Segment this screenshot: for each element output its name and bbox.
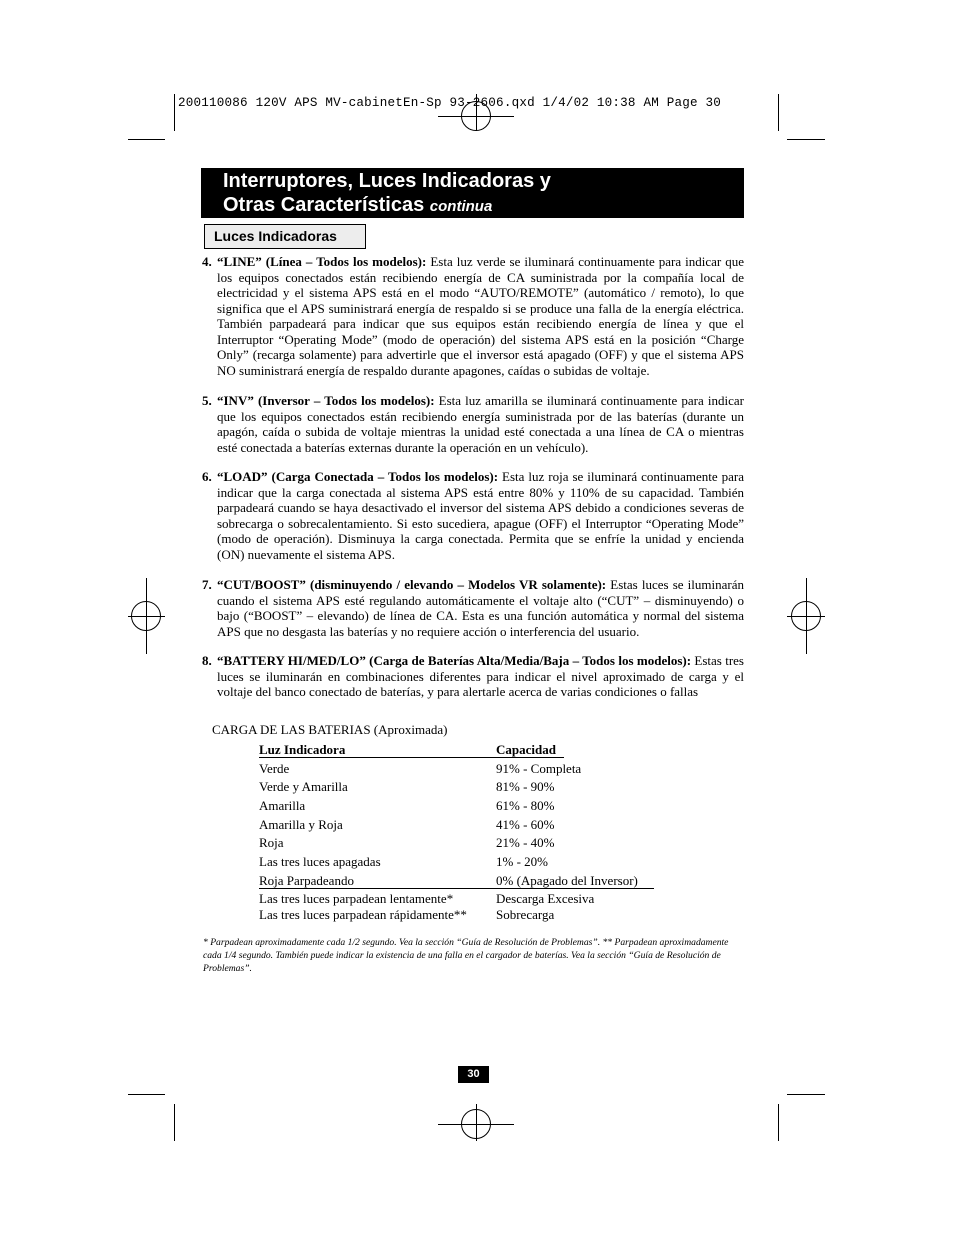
page-number: 30 <box>458 1066 489 1083</box>
table-header-light: Luz Indicadora <box>259 742 346 757</box>
table-cell: 41% - 60% <box>496 817 555 832</box>
table-header-capacity: Capacidad <box>496 742 556 757</box>
list-item <box>202 577 744 639</box>
table-cell: Amarilla y Roja <box>259 817 343 832</box>
table-cell: 91% - Completa <box>496 761 582 776</box>
page-title-line1: Interruptores, Luces Indicadoras y <box>223 170 551 192</box>
continued-label: continua <box>429 198 493 215</box>
list-item <box>202 254 744 378</box>
item-number: 7. <box>202 577 212 592</box>
table-cell: 61% - 80% <box>496 798 555 813</box>
table-cell: Roja Parpadeando <box>259 873 354 888</box>
page-title-bar <box>201 168 744 218</box>
table-cell: 0% (Apagado del Inversor) <box>496 873 638 888</box>
table-cell: Roja <box>259 835 284 850</box>
item-text: Esta luz amarilla se iluminará continuamente para indicar que los equipos conectados están recibiendo energía suministrada por de las baterías (durante un apagón, caída o subida de voltaje mientras la unidad esté conectada a una línea de CA o mientras esté conectada a baterías externas durante la operación en un vehículo). <box>217 393 744 455</box>
item-number: 5. <box>202 393 212 408</box>
table-cell: Amarilla <box>259 798 306 813</box>
table-cell: Descarga Excesiva <box>496 891 595 906</box>
item-body <box>217 393 744 455</box>
table-cell: Verde <box>259 761 290 776</box>
page-title-line2-text: Otras Características <box>223 194 425 216</box>
item-body <box>217 653 744 700</box>
item-number: 6. <box>202 469 212 484</box>
table-cell: 1% - 20% <box>496 854 548 869</box>
item-number: 8. <box>202 653 212 668</box>
item-text: Esta luz roja se iluminará continuamente para indicar que la carga conectada al sistema APS está entre 80% y 110% de su capacidad. También parpadeará cuando se haya desactivado el inversor del sistema APS debido a condiciones severas de sobrecarga o sobrecalentamiento. Si esto sucediera, apague (OFF) el Interruptor “Operating Mode” (modo de operación). Disminuya la carga conectada. Permita que se enfríe la unidad y encienda (ON) nuevamente el sistema APS. <box>217 469 744 562</box>
item-text: Esta luz verde se iluminará continuamente para indicar que los equipos conectados están recibiendo energía de CA suministrada por la compañía local de electricidad y el sistema APS está en el modo “AUTO/REMOTE” (automático / remoto), lo que significa que el APS suministrará energía de respaldo si se produce una falla de la energía eléctrica. También parpadeará para indicar que sus equipos están recibiendo energía de línea y que el Interruptor “Operating Mode” (modo de operación) del sistema APS está en la posición “Charge Only” (recarga solamente) para advertirle que el inversor está apagado (OFF) y que el sistema APS NO suministrará energía de respaldo durante apagones, caídas o subidas de voltaje. <box>217 254 745 378</box>
item-lead: “INV” (Inversor – Todos los modelos): <box>217 393 435 408</box>
list-item <box>202 469 744 562</box>
item-lead: “LOAD” (Carga Conectada – Todos los modelos): <box>217 469 499 484</box>
item-body <box>217 254 744 378</box>
table-cell: Sobrecarga <box>496 907 555 922</box>
table-header-rule <box>259 757 564 758</box>
item-body <box>217 577 744 639</box>
item-lead: “CUT/BOOST” (disminuyendo / elevando – Modelos VR solamente): <box>217 577 607 592</box>
list-item <box>202 393 744 455</box>
list-item <box>202 653 744 700</box>
item-body <box>217 469 744 562</box>
table-cell: 21% - 40% <box>496 835 555 850</box>
table-cell: Verde y Amarilla <box>259 779 348 794</box>
table-cell: 81% - 90% <box>496 779 555 794</box>
table-cell: Las tres luces apagadas <box>259 854 381 869</box>
print-slug: 200110086 120V APS MV-cabinetEn-Sp 93-2606.qxd 1/4/02 10:38 AM Page 30 <box>178 96 722 110</box>
item-lead: “BATTERY HI/MED/LO” (Carga de Baterías Alta/Media/Baja – Todos los modelos): <box>217 653 692 668</box>
item-number: 4. <box>202 254 212 269</box>
page-title-line2 <box>223 193 744 219</box>
table-cell: Las tres luces parpadean lentamente* <box>259 891 454 906</box>
section-heading: Luces Indicadoras <box>204 224 366 249</box>
table-divider-rule <box>259 888 654 889</box>
item-text: Estas tres luces se iluminarán en combinaciones diferentes para indicar el nivel aproximado de carga y el voltaje del banco conectado de baterías, y para alertarle acerca de varias condiciones o fallas <box>217 653 744 699</box>
item-text: Estas luces se iluminarán cuando el sistema APS esté regulando automáticamente el voltaje alto (“CUT” – disminuyendo) o bajo (“BOOST” – elevando) de línea de CA. Esta es una función automática y normal del sistema APS que no desgasta las baterías y no requiere acción o interferencia del usuario. <box>217 577 744 639</box>
table-cell: Las tres luces parpadean rápidamente** <box>259 907 467 922</box>
footnote: * Parpadean aproximadamente cada 1/2 segundo. Vea la sección “Guía de Resolución de Problemas”. ** Parpadean aproximadamente cada 1/4 segundo. También puede indicar la existencia de una falla en el cargador de baterías. Vea la sección “Guía de Resolución de Problemas”. <box>203 937 729 974</box>
item-lead: “LINE” (Línea – Todos los modelos): <box>217 254 427 269</box>
table-title: CARGA DE LAS BATERIAS (Aproximada) <box>212 722 448 737</box>
